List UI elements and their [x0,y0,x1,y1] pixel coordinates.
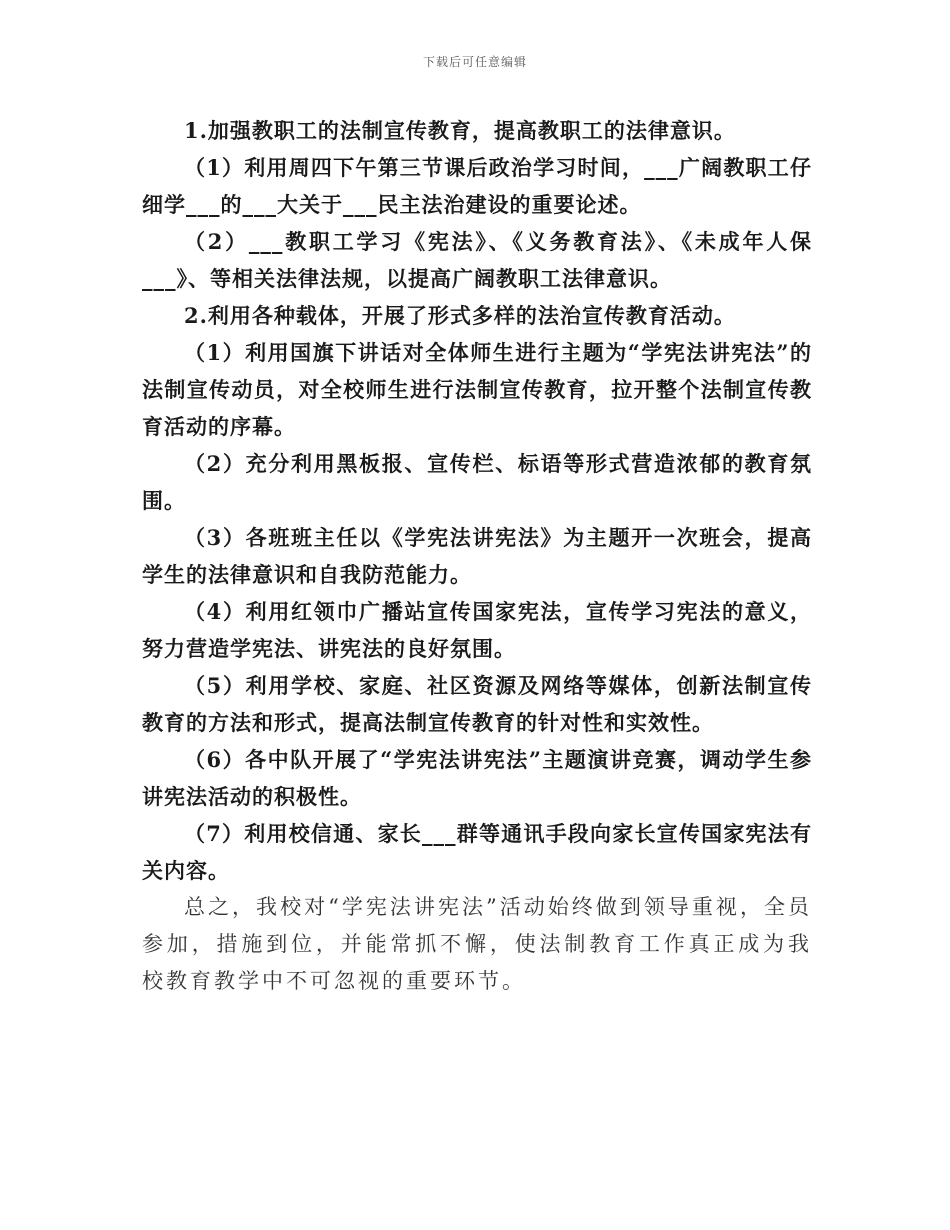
section-heading-1: 1.加强教职工的法制宣传教育，提高教职工的法律意识。 [184,118,736,143]
section-heading-2: 2.利用各种载体，开展了形式多样的法治宣传教育活动。 [184,303,736,328]
list-item: （2）充分利用黑板报、宣传栏、标语等形式营造浓郁的教育氛围。 [142,451,812,513]
list-item: （2）___教职工学习《宪法》、《义务教育法》、《未成年人保___》、等相关法律法规，以提高广阔教职工法律意识。 [142,229,812,291]
list-item: （7）利用校信通、家长___群等通讯手段向家长宣传国家宪法有关内容。 [142,821,812,883]
document-body [142,112,812,1000]
list-item: （1）利用国旗下讲话对全体师生进行主题为“学宪法讲宪法”的法制宣传动员，对全校师生进行法制宣传教育，拉开整个法制宣传教育活动的序幕。 [142,340,812,439]
list-item: （5）利用学校、家庭、社区资源及网络等媒体，创新法制宣传教育的方法和形式，提高法制宣传教育的针对性和实效性。 [142,673,812,735]
summary-paragraph: 总之，我校对“学宪法讲宪法”活动始终做到领导重视，全员参加，措施到位，并能常抓不懈，使法制教育工作真正成为我校教育教学中不可忽视的重要环节。 [142,895,812,993]
page-header: 下载后可任意编辑 [422,55,527,69]
list-item: （4）利用红领巾广播站宣传国家宪法，宣传学习宪法的意义，努力营造学宪法、讲宪法的良好氛围。 [142,599,812,661]
list-item: （3）各班班主任以《学宪法讲宪法》为主题开一次班会，提高学生的法律意识和自我防范能力。 [142,525,812,587]
list-item: （1）利用周四下午第三节课后政治学习时间，___广阔教职工仔细学___的___大关于___民主法治建设的重要论述。 [142,155,812,217]
list-item: （6）各中队开展了“学宪法讲宪法”主题演讲竞赛，调动学生参讲宪法活动的积极性。 [142,747,812,809]
